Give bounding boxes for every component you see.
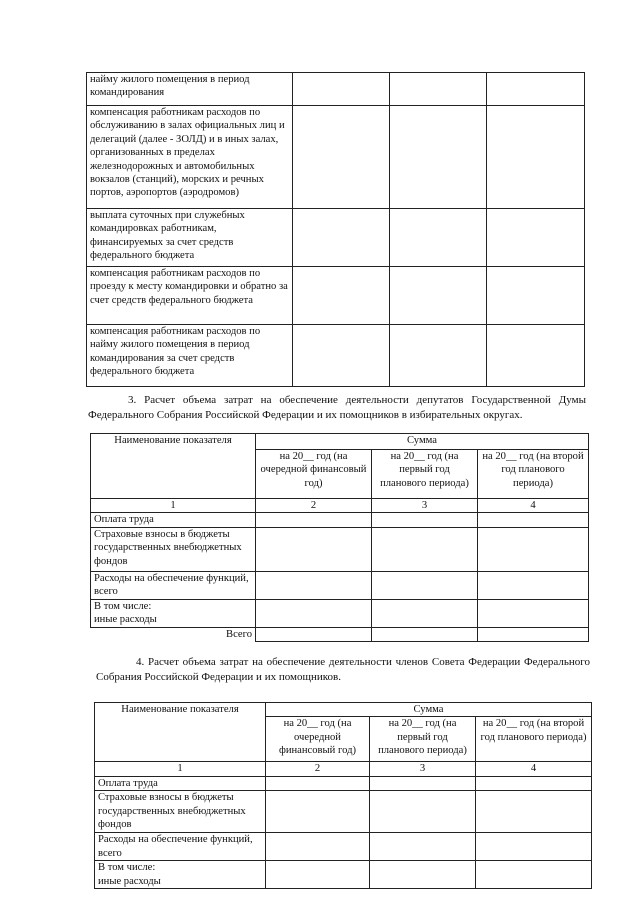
column-number-row [91, 499, 589, 513]
expenses-table-top [86, 72, 585, 387]
value-cell [487, 325, 585, 387]
row-label: найму жилого помещения в период командирования [87, 73, 293, 106]
value-cell [256, 571, 372, 599]
value-cell [372, 571, 478, 599]
table-row [91, 599, 589, 627]
table-row [87, 106, 585, 209]
row-label: компенсация работникам расходов по обслуживанию в залах официальных лиц и делегаций (далее - ЗОЛД) и в иных залах, организованных в пределах железнодорожных и автомобильных вокзалов (станций), морских и речных портов, аэропортов (аэродромов) [87, 106, 293, 209]
table-row [95, 833, 592, 861]
column-number: 2 [266, 762, 370, 776]
value-cell [487, 209, 585, 267]
table-row [91, 571, 589, 599]
column-number: 4 [478, 499, 589, 513]
value-cell [478, 627, 589, 641]
column-number-row [95, 762, 592, 776]
value-cell [370, 791, 476, 833]
value-cell [390, 267, 487, 325]
column-header-year-3: на 20__ год (на второй год планового периода) [478, 450, 589, 499]
section-3-table [90, 433, 589, 642]
table-row [95, 861, 592, 889]
value-cell [266, 791, 370, 833]
value-cell [256, 627, 372, 641]
value-cell [293, 73, 390, 106]
column-header-sum: Сумма [256, 434, 589, 450]
value-cell [372, 527, 478, 571]
row-label: выплата суточных при служебных командировках работникам, финансируемых за счет средств федерального бюджета [87, 209, 293, 267]
value-cell [293, 325, 390, 387]
section-4-table [94, 702, 592, 889]
value-cell [293, 267, 390, 325]
value-cell [256, 599, 372, 627]
value-cell [266, 861, 370, 889]
value-cell [476, 776, 592, 790]
value-cell [476, 833, 592, 861]
column-number: 4 [476, 762, 592, 776]
row-label: В том числе: иные расходы [91, 599, 256, 627]
column-header-name: Наименование показателя [91, 434, 256, 499]
total-row [91, 627, 589, 641]
value-cell [390, 209, 487, 267]
header-row [91, 434, 589, 450]
column-header-sum: Сумма [266, 703, 592, 717]
row-label: Расходы на обеспечение функций, всего [95, 833, 266, 861]
table-row [87, 267, 585, 325]
value-cell [266, 776, 370, 790]
value-cell [478, 527, 589, 571]
column-number: 1 [95, 762, 266, 776]
header-row [95, 703, 592, 717]
value-cell [256, 513, 372, 527]
table-row [95, 776, 592, 790]
value-cell [370, 833, 476, 861]
value-cell [476, 861, 592, 889]
section-3-heading: 3. Расчет объема затрат на обеспечение деятельности депутатов Государственной Думы Федерального Собрания Российской Федерации и их помощников в избирательных округах. [88, 394, 586, 421]
value-cell [390, 106, 487, 209]
row-label: Расходы на обеспечение функций, всего [91, 571, 256, 599]
table-row [87, 209, 585, 267]
column-header-year-1: на 20__ год (на очередной финансовый год) [266, 717, 370, 762]
column-number: 3 [372, 499, 478, 513]
column-header-year-2: на 20__ год (на первый год планового периода) [370, 717, 476, 762]
value-cell [390, 325, 487, 387]
total-label: Всего [91, 627, 256, 641]
row-label: В том числе: иные расходы [95, 861, 266, 889]
table-row [87, 325, 585, 387]
value-cell [293, 209, 390, 267]
value-cell [476, 791, 592, 833]
value-cell [478, 513, 589, 527]
column-header-year-1: на 20__ год (на очередной финансовый год) [256, 450, 372, 499]
column-number: 2 [256, 499, 372, 513]
value-cell [487, 106, 585, 209]
row-label: Страховые взносы в бюджеты государственных внебюджетных фондов [95, 791, 266, 833]
table-row [87, 73, 585, 106]
column-number: 1 [91, 499, 256, 513]
value-cell [372, 599, 478, 627]
row-label: Оплата труда [91, 513, 256, 527]
value-cell [266, 833, 370, 861]
value-cell [293, 106, 390, 209]
table-row [95, 791, 592, 833]
table-row [91, 527, 589, 571]
value-cell [372, 627, 478, 641]
value-cell [487, 267, 585, 325]
value-cell [370, 861, 476, 889]
value-cell [487, 73, 585, 106]
row-label: компенсация работникам расходов по найму жилого помещения в период командирования за счет средств федерального бюджета [87, 325, 293, 387]
column-header-year-2: на 20__ год (на первый год планового периода) [372, 450, 478, 499]
value-cell [256, 527, 372, 571]
value-cell [370, 776, 476, 790]
value-cell [372, 513, 478, 527]
value-cell [478, 571, 589, 599]
row-label: компенсация работникам расходов по проезду к месту командировки и обратно за счет средств федерального бюджета [87, 267, 293, 325]
column-number: 3 [370, 762, 476, 776]
value-cell [390, 73, 487, 106]
value-cell [478, 599, 589, 627]
row-label: Страховые взносы в бюджеты государственных внебюджетных фондов [91, 527, 256, 571]
row-label: Оплата труда [95, 776, 266, 790]
column-header-name: Наименование показателя [95, 703, 266, 762]
column-header-year-3: на 20__ год (на второй год планового периода) [476, 717, 592, 762]
table-row [91, 513, 589, 527]
section-4-heading: 4. Расчет объема затрат на обеспечение деятельности членов Совета Федерации Федерального Собрания Российской Федерации и их помощников. [96, 656, 590, 683]
